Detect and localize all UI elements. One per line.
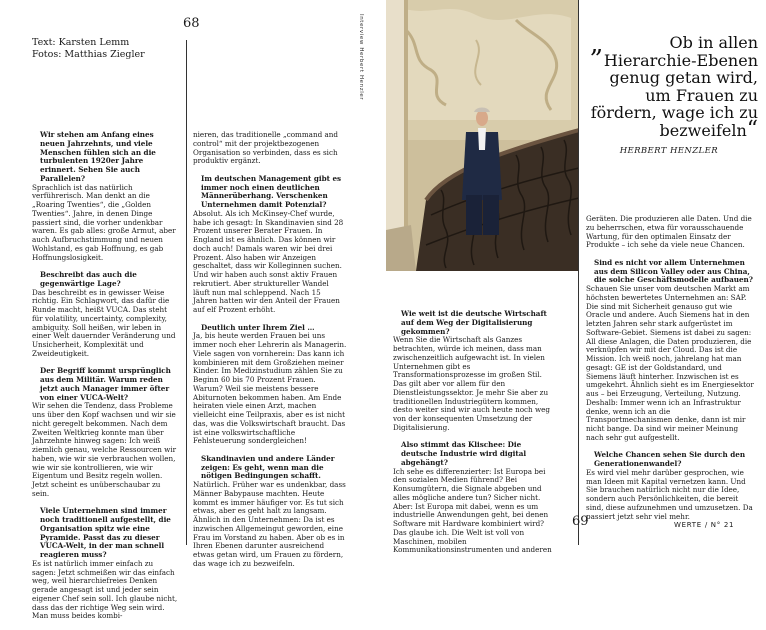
interview-question: Sind es nicht vor allem Unternehmen aus dem Silicon Valley oder aus China, die solche Geschäftsmodelle aufbauen? bbox=[594, 257, 753, 285]
article-column-3 bbox=[393, 310, 557, 564]
interview-answer: Geräten. Die produzieren alle Daten. Und die zu beherrschen, etwa für vorausschauende Wartung, für den optimalen Einsatz der Produkte – ich sehe da viele neue Chancen. bbox=[586, 214, 752, 250]
interview-credit-vertical: Interview Herbert Henzler bbox=[358, 14, 364, 101]
column-divider bbox=[186, 40, 187, 545]
interview-answer: Natürlich. Früher war es undenkbar, dass Männer Babypause machten. Heute kommt es immer häufiger vor. Es tut sich etwas, aber es geht halt zu langsam. Ähnlich in den Unternehmen: Da ist es inzwischen Allgemeingut geworden, eine Frau im Vorstand zu haben. Aber ob es in Ihren Ebenen darunter ausreichend etwas getan wird, um Frauen zu fördern, das wage ich zu bezweifeln. bbox=[193, 480, 346, 568]
interview-answer: Sprachlich ist das natürlich verführerisch. Man denkt an die „Roaring Twenties“, die „Golden Twenties“. Jahre, in denen Dinge passiert sind, die vorher undenkbar waren. Es gab alles: große Armut, aber auch Aufbruchstimmung und neuen Wohlstand, es gab Hoffnung, es gab Hoffnungslosigkeit. bbox=[32, 182, 176, 262]
interview-question: Deutlich unter Ihrem Ziel … bbox=[201, 322, 315, 332]
left-page-number: 68 bbox=[183, 16, 200, 31]
interview-answer: Absolut. Als ich McKinsey-Chef wurde, habe ich gesagt: In Skandinavien sind 28 Prozent unserer Berater Frauen. In England ist es ähnlich. Das können wir doch auch! Damals waren wir bei drei Prozent. Also haben wir Anzeigen geschaltet, dass wir Kolleginnen suchen. Und wir haben auch sonst aktiv Frauen rekrutiert. Aber struktureller Wandel läuft nun mal schleppend. Nach 15 Jahren hatten wir den Anteil der Frauen auf elf Prozent erhöht. bbox=[193, 208, 344, 314]
column-divider bbox=[578, 0, 579, 545]
magazine-footer: WERTE / N° 21 bbox=[674, 521, 735, 529]
interview-answer: Das beschreibt es in gewisser Weise richtig. Ein Schlagwort, das dafür die Runde macht, heißt VUCA. Das steht für volatility, uncertainty, complexity, ambiguity. Soll heißen, wir leben in einer Welt dauernder Veränderung und Unsicherheit, Komplexität und Zweideutigkeit. bbox=[32, 287, 176, 358]
credits bbox=[32, 37, 145, 61]
interview-question: Also stimmt das Klischee: Die deutsche Industrie wird digital abgehängt? bbox=[401, 440, 527, 467]
pull-quote bbox=[590, 29, 758, 142]
interview-answer: Es ist natürlich immer einfach zu sagen: Jetzt schmeißen wir das einfach weg, weil hierarchiefreies Denken gerade angesagt ist und jeder sein eigener Chef sein soll. Ich glaube nicht, dass das der richtige Weg sein wird. Man muss beides kombi- bbox=[32, 558, 178, 621]
interview-answer: Ja, bis heute werden Frauen bei uns immer noch eher Lehrerin als Managerin. Viele sagen von vornherein: Das kann ich kombinieren mit dem Großziehen meiner Kinder. Im Medizinstudium zählen Sie zu Beginn 60 bis 70 Prozent Frauen. Warum? Weil sie meistens bessere Abiturnoten bekommen haben. Am Ende heiraten viele einen Arzt, machen vielleicht eine Teilpraxis, aber es ist nicht das, was die Volkswirtschaft braucht. Das ist eine volkswirtschaftliche Fehlsteuerung sondergleichen! bbox=[193, 331, 347, 446]
interview-question: Wie weit ist die deutsche Wirtschaft auf dem Weg der Digitalisierung gekommen? bbox=[401, 309, 547, 336]
portrait-photo bbox=[386, 0, 579, 271]
article-column-1 bbox=[32, 131, 178, 630]
interview-answer: Wenn Sie die Wirtschaft als Ganzes betrachten, würde ich meinen, dass man zwischenzeitlich aufgewacht ist. In vielen Unternehmen gibt es Transformationsprozesse im großen Stil. Das gilt aber vor allem für den Dienstleistungssektor. Je mehr Sie aber zu traditionellen Industriegütern kommen, desto weiter sind wir auch heute noch weg von der konsequenten Umsetzung der Digitalisierung. bbox=[393, 335, 550, 432]
pull-quote-open-mark: „ bbox=[590, 29, 604, 59]
interview-question: Welche Chancen sehen Sie durch den Generationenwandel? bbox=[594, 450, 746, 468]
interview-question: Beschreibt das auch die gegenwärtige Lage? bbox=[40, 270, 137, 288]
interview-question: Im deutschen Management gibt es immer noch einen deutlichen Männerüberhang. Verschenken Unternehmen damit Potenzial? bbox=[201, 173, 342, 209]
pull-quote-author: HERBERT HENZLER bbox=[619, 146, 718, 156]
article-column-2 bbox=[193, 131, 347, 577]
interview-answer: Es wird viel mehr darüber gesprochen, wie man Ideen mit Kapital vernetzen kann. Und Sie brauchen natürlich nicht nur die Idee, sondern auch Persönlichkeiten, die bereit sind, diese aufzunehmen und umzusetzen. Da passiert jetzt sehr viel mehr. bbox=[586, 467, 753, 521]
interview-answer: Schauen Sie unser vom deutschen Markt am höchsten bewertetes Unternehmen an: SAP. Die sind mit Sicherheit genauso gut wie Oracle und andere. Auch Siemens hat in den letzten Jahren sehr stark aufgerüstet im Software-Gebiet. Siemens ist dabei zu sagen: All diese Anlagen, die Daten produzieren, die verknüpfen wir mit der Cloud. Das ist die Mission. Ich weiß noch, jahrelang hat man gesagt: GE ist der Goldstandard, und Siemens läuft hinterher. Inzwischen ist es umgekehrt. Ähnlich sieht es im Energiesektor aus – bei Erzeugung, Verteilung, Nutzung. Deshalb: Immer wenn ich an Infrastruktur denke, wenn ich an die Transportmechanismen denke, dann ist mir nicht bange. Da sind wir meiner Meinung nach sehr gut aufgestellt. bbox=[586, 284, 754, 442]
interview-question: Der Begriff kommt ursprünglich aus dem Militär. Warum reden jetzt auch Manager immer öfter von einer VUCA-Welt? bbox=[40, 366, 171, 402]
pull-quote-text: Ob in allen Hierarchie-Ebenen genug getan wird, um Frauen zu fördern, wage ich zu bezweifeln“ bbox=[590, 33, 758, 142]
credit-text: Text: Karsten Lemm bbox=[32, 37, 130, 48]
credit-photos: Fotos: Matthias Ziegler bbox=[32, 49, 145, 60]
interview-answer: Ich sehe es differenzierter: Ist Europa bei den sozialen Medien führend? Bei Konsumgütern, die Signale abgeben und alles mögliche andere tun? Sicher nicht. Aber: Ist Europa mit dabei, wenn es um industrielle Anwendungen geht, bei denen Software mit Hardware kombiniert wird? Das glaube ich. Die Welt ist voll von Maschinen, mobilen Kommunikationsinstrumenten und anderen bbox=[393, 466, 552, 555]
pull-quote-close-mark: “ bbox=[746, 116, 758, 142]
interview-answer: Wir sehen die Tendenz, dass Probleme uns über den Kopf wachsen und wir sie nicht geregelt bekommen. Nach dem Zweiten Weltkrieg konnte man über Jahrzehnte hinweg sagen: Ich weiß ziemlich genau, welche Ressourcen wir haben, wie wir sie verbrauchen wollen, wie wir sie kontrollieren, wie wir Eigentum und Besitz regeln wollen. Jetzt scheint es unüberschaubar zu sein. bbox=[32, 401, 177, 498]
article-column-4 bbox=[586, 215, 754, 530]
interview-question: Wir stehen am Anfang eines neuen Jahrzehnts, und viele Menschen fühlen sich an die turbulenten 1920er Jahre erinnert. Sehen Sie auch Parallelen? bbox=[40, 130, 156, 183]
interview-answer: nieren, das traditionelle „command and control“ mit der projektbezogenen Organisation so verbinden, dass es sich produktiv ergänzt. bbox=[193, 130, 338, 166]
interview-question: Viele Unternehmen sind immer noch traditionell aufgestellt, die Organisation spitz wie eine Pyramide. Passt das zu dieser VUCA-Welt, in der man schnell reagieren muss? bbox=[40, 506, 171, 559]
right-page-number: 69 bbox=[572, 514, 589, 529]
interview-question: Skandinavien und andere Länder zeigen: Es geht, wenn man die nötigen Bedingungen schafft. bbox=[201, 453, 335, 481]
